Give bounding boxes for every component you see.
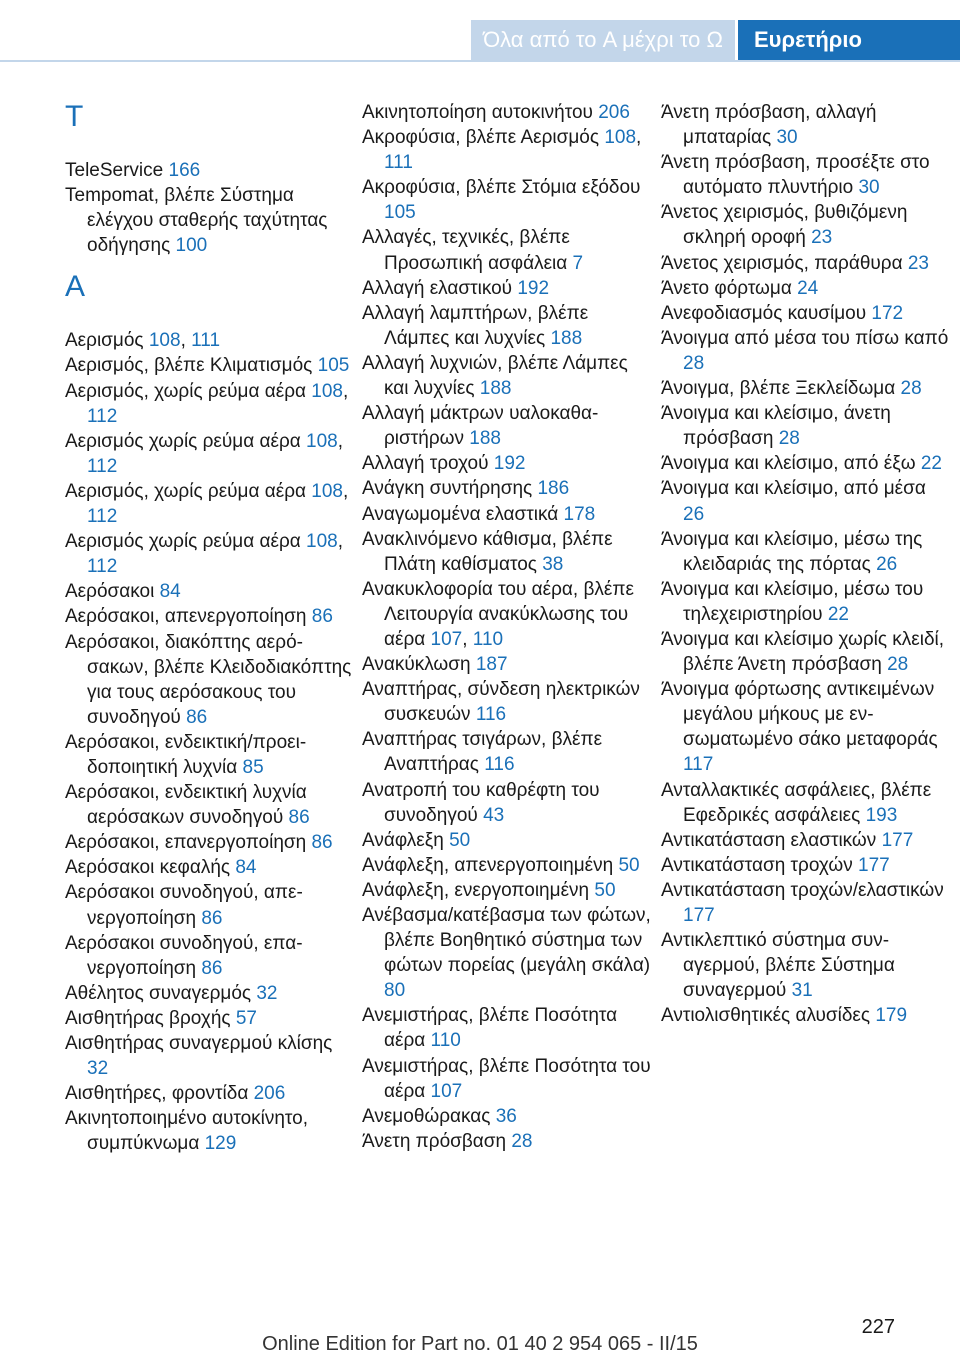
page-reference-link[interactable]: 187 bbox=[475, 654, 508, 676]
index-entry bbox=[362, 853, 652, 878]
page-ref-separator: , bbox=[337, 430, 344, 452]
index-entry bbox=[65, 1006, 355, 1031]
index-entry-term: Αναπτήρας τσιγάρων, βλέπε Αναπτήρας bbox=[362, 729, 603, 776]
index-entry bbox=[661, 401, 951, 451]
index-entry bbox=[65, 579, 355, 604]
index-entry bbox=[362, 301, 652, 351]
index-entry bbox=[661, 853, 951, 878]
page-reference-link[interactable]: 84 bbox=[159, 581, 181, 603]
index-entry bbox=[661, 828, 951, 853]
index-entry-term: Άνετος χειρισμός, βυθιζόμενη σκληρή οροφή bbox=[661, 202, 908, 249]
index-entry bbox=[65, 379, 355, 429]
index-entry bbox=[661, 878, 951, 928]
index-entry-term: Αερόσακοι bbox=[65, 581, 160, 603]
page-ref-separator: , bbox=[180, 330, 192, 352]
index-entry-term: Ακινητοποίηση αυτοκινήτου bbox=[362, 102, 599, 123]
page-reference-link[interactable]: 23 bbox=[811, 227, 833, 249]
page-ref-separator: , bbox=[462, 628, 473, 650]
index-entry-term: Αντικατάσταση ελαστικών bbox=[661, 829, 882, 851]
index-entry bbox=[362, 828, 652, 853]
page-reference-link[interactable]: 105 bbox=[317, 355, 350, 377]
header-index-tab[interactable]: Ευρετήριο bbox=[738, 20, 960, 60]
index-entry-term: Αλλαγή λυχνιών, βλέπε Λάμπες και λυχνίες bbox=[362, 352, 628, 400]
index-entry bbox=[362, 225, 652, 275]
index-entry-term: Αερόσακοι συνοδηγού, επανεργοποίηση bbox=[65, 932, 303, 979]
index-entry bbox=[362, 727, 652, 777]
index-entry-term: Ακροφύσια, βλέπε Στόμια εξόδου bbox=[362, 177, 641, 199]
page-reference-link[interactable]: 112 bbox=[87, 556, 118, 578]
header-section-tab[interactable]: Όλα από το A μέχρι το Ω bbox=[471, 20, 735, 60]
page-reference-link[interactable]: 26 bbox=[683, 503, 705, 525]
index-entry-term: Αλλαγές, τεχνικές, βλέπε Προσωπική ασφάλεια bbox=[362, 227, 573, 274]
page-header bbox=[0, 0, 960, 60]
page-reference-link[interactable]: 188 bbox=[479, 378, 512, 400]
index-entry-term: Ανεμιστήρας, βλέπε Ποσότητα αέρα bbox=[362, 1005, 618, 1052]
page-reference-link[interactable]: 23 bbox=[907, 252, 929, 274]
index-entry bbox=[362, 577, 652, 652]
index-entry-term: Ακροφύσια, βλέπε Αερισμός bbox=[362, 127, 605, 149]
index-entry bbox=[65, 855, 355, 880]
index-entry bbox=[65, 429, 355, 479]
index-entry bbox=[661, 251, 951, 276]
page-reference-link[interactable]: 108 bbox=[306, 531, 338, 553]
index-entry-term: Αερισμός, βλέπε Κλιματισμός bbox=[65, 355, 318, 377]
page-reference-link[interactable]: 28 bbox=[778, 428, 800, 450]
page-reference-link[interactable]: 86 bbox=[186, 706, 208, 728]
index-entry-term: Αλλαγή τροχού bbox=[362, 453, 494, 475]
header-divider bbox=[0, 60, 960, 62]
index-entry bbox=[362, 778, 652, 828]
index-entry-term: Άνοιγμα και κλείσιμο, μέσω της κλειδαριάς της πόρτας bbox=[661, 528, 923, 575]
index-entry-term: Άνετο φόρτωμα bbox=[661, 277, 798, 299]
index-entry bbox=[661, 476, 951, 526]
index-entry-term: Tempomat, βλέπε Σύστημα ελέγχου σταθερής ταχύτητας οδήγησης bbox=[65, 185, 328, 257]
index-entry bbox=[661, 451, 951, 476]
index-entry bbox=[65, 630, 355, 730]
index-entry bbox=[362, 527, 652, 577]
index-entry bbox=[362, 476, 652, 501]
index-letter-heading: T bbox=[65, 100, 84, 133]
index-entry-term: Ανεφοδιασμός καυσίμου bbox=[661, 302, 872, 324]
page-reference-link[interactable]: 129 bbox=[204, 1133, 237, 1155]
index-entry-term: Αερισμός bbox=[65, 330, 149, 352]
index-entry-term: Ανταλλακτικές ασφάλειες, βλέπε Εφεδρικές ασφάλειες bbox=[661, 779, 932, 826]
index-entry bbox=[661, 778, 951, 828]
index-column-2 bbox=[362, 100, 652, 1154]
page-reference-link[interactable]: 32 bbox=[87, 1058, 109, 1080]
index-entry bbox=[661, 376, 951, 401]
index-entry bbox=[362, 175, 652, 225]
index-letter-heading: A bbox=[65, 270, 86, 304]
page-reference-link[interactable]: 7 bbox=[572, 252, 584, 274]
index-entry bbox=[362, 878, 652, 903]
page-reference-link[interactable]: 50 bbox=[449, 829, 471, 851]
index-entry-term: Αερόσακοι, ενδεικτική λυχνία αερόσακων συνοδηγού bbox=[65, 782, 307, 829]
index-entry-term: Άνετη πρόσβαση, προσέξτε στο αυτόματο πλυντήριο bbox=[661, 152, 930, 199]
page-reference-link[interactable]: 57 bbox=[235, 1007, 257, 1029]
page-reference-link[interactable]: 177 bbox=[881, 829, 914, 851]
index-entry bbox=[362, 1003, 652, 1053]
index-entry bbox=[65, 730, 355, 780]
index-entry bbox=[362, 1054, 652, 1104]
index-entry-term: Ανακυκλοφορία του αέρα, βλέπε Λειτουργία ανακύκλωσης του αέρα bbox=[362, 578, 634, 650]
index-entry bbox=[362, 451, 652, 476]
index-entry-term: Άνοιγμα, βλέπε Ξεκλείδωμα bbox=[661, 378, 901, 400]
page-reference-link[interactable]: 206 bbox=[598, 102, 630, 123]
index-entry-term: Άνοιγμα και κλείσιμο, άνετη πρόσβαση bbox=[661, 403, 891, 450]
page-reference-link[interactable]: 100 bbox=[175, 235, 208, 257]
index-entry-term: Αερόσακοι, ενδεικτική/προειδοποιητική λυχνία bbox=[65, 731, 307, 778]
index-entry-term: Αερόσακοι, επανεργοποίηση bbox=[65, 832, 312, 854]
index-entry bbox=[65, 158, 355, 183]
page-reference-link[interactable]: 108 bbox=[311, 380, 343, 402]
index-entry-term: Αισθητήρες, φροντίδα bbox=[65, 1083, 254, 1105]
page-reference-link[interactable]: 108 bbox=[306, 430, 338, 452]
index-entry bbox=[661, 928, 951, 1003]
page-reference-link[interactable]: 111 bbox=[191, 330, 221, 352]
index-entry bbox=[65, 1031, 355, 1081]
index-entry bbox=[65, 1106, 355, 1156]
index-entry bbox=[661, 200, 951, 250]
index-entry bbox=[65, 931, 355, 981]
index-column-1 bbox=[65, 100, 355, 1156]
page-reference-link[interactable]: 108 bbox=[311, 480, 343, 502]
page-reference-link[interactable]: 84 bbox=[235, 857, 257, 879]
page-reference-link[interactable]: 28 bbox=[887, 654, 909, 676]
page-reference-link[interactable]: 80 bbox=[384, 980, 406, 1002]
page-reference-link[interactable]: 86 bbox=[311, 832, 333, 854]
index-entry-term: Άνοιγμα και κλείσιμο, από έξω bbox=[661, 453, 921, 475]
page-reference-link[interactable]: 179 bbox=[875, 1005, 908, 1027]
page-ref-separator: , bbox=[343, 480, 349, 502]
index-entry-term: Ανακλινόμενο κάθισμα, βλέπε Πλάτη καθίσματος bbox=[362, 528, 613, 575]
page-reference-link[interactable]: 43 bbox=[483, 804, 505, 826]
index-entry bbox=[65, 981, 355, 1006]
page-reference-link[interactable]: 28 bbox=[900, 378, 922, 400]
index-entry-term: Ανάφλεξη, ενεργοποιημένη bbox=[362, 879, 595, 901]
page-reference-link[interactable]: 166 bbox=[168, 160, 201, 181]
page-reference-link[interactable]: 86 bbox=[311, 606, 333, 628]
index-entry bbox=[661, 301, 951, 326]
page-reference-link[interactable]: 116 bbox=[475, 704, 507, 726]
index-entry-term: Αερισμός χωρίς ρεύμα αέρα bbox=[65, 430, 307, 452]
page-reference-link[interactable]: 108 bbox=[148, 330, 181, 352]
index-entry-term: Αερισμός χωρίς ρεύμα αέρα bbox=[65, 531, 307, 553]
index-entry-term: Αερόσακοι, απενεργοποίηση bbox=[65, 606, 312, 628]
index-entry bbox=[362, 100, 652, 125]
index-entry-term: Άνοιγμα και κλείσιμο, μέσω του τηλεχειριστηρίου bbox=[661, 578, 924, 625]
index-entry-term: Αντικατάσταση τροχών/ελαστικών bbox=[661, 879, 944, 901]
index-entry bbox=[661, 276, 951, 301]
index-entry-term: Αερόσακοι, διακόπτης αερόσακων, βλέπε Κλειδοδιακόπτης για τους αερόσακους του συνοδηγού bbox=[65, 631, 352, 728]
page-reference-link[interactable]: 186 bbox=[537, 478, 570, 500]
index-entry-term: Άνοιγμα και κλείσιμο χωρίς κλειδί, βλέπε Άνετη πρόσβαση bbox=[661, 628, 945, 676]
page-reference-link[interactable]: 86 bbox=[288, 807, 310, 829]
page-ref-separator: , bbox=[337, 531, 344, 553]
index-entry-term: Ανάφλεξη, απενεργοποιημένη bbox=[362, 854, 619, 876]
page-reference-link[interactable]: 112 bbox=[87, 506, 118, 528]
page-reference-link[interactable]: 28 bbox=[511, 1130, 533, 1152]
index-entry bbox=[362, 652, 652, 677]
page-reference-link[interactable]: 188 bbox=[550, 327, 583, 349]
index-entry bbox=[362, 401, 652, 451]
index-entry bbox=[65, 830, 355, 855]
index-entry-term: Αλλαγή μάκτρων υαλοκαθαριστήρων bbox=[362, 403, 599, 450]
index-entry-term: Ανάγκη συντήρησης bbox=[362, 478, 538, 500]
page-reference-link[interactable]: 172 bbox=[871, 302, 904, 324]
page-reference-link[interactable]: 31 bbox=[791, 980, 813, 1002]
page-reference-link[interactable]: 192 bbox=[493, 453, 526, 475]
index-entry-term: Αισθητήρας συναγερμού κλίσης bbox=[65, 1033, 333, 1054]
index-entry bbox=[362, 125, 652, 175]
index-entry-term: Ανεμιστήρας, βλέπε Ποσότητα του αέρα bbox=[362, 1055, 651, 1102]
page-number: 227 bbox=[861, 1316, 895, 1338]
page-ref-separator: , bbox=[636, 127, 642, 149]
page-reference-link[interactable]: 28 bbox=[683, 352, 705, 374]
page-reference-link[interactable]: 22 bbox=[920, 453, 942, 475]
index-entry bbox=[661, 677, 951, 777]
page-reference-link[interactable]: 36 bbox=[495, 1105, 517, 1127]
index-entry bbox=[65, 183, 355, 258]
index-entry bbox=[65, 880, 355, 930]
page-reference-link[interactable]: 193 bbox=[865, 804, 898, 826]
page-reference-link[interactable]: 105 bbox=[384, 202, 416, 224]
index-entry-term: Αλλαγή ελαστικού bbox=[362, 277, 518, 299]
page-ref-separator: , bbox=[343, 380, 349, 402]
page-reference-link[interactable]: 26 bbox=[876, 553, 898, 575]
index-entry-term: Αναπτήρας, σύνδεση ηλεκτρικών συσκευών bbox=[362, 679, 640, 726]
index-entry-term: Αερισμός, χωρίς ρεύμα αέρα bbox=[65, 380, 312, 402]
index-entry-term: Άνετος χειρισμός, παράθυρα bbox=[661, 252, 908, 274]
index-entry bbox=[661, 326, 951, 376]
index-entry-term: Αντικατάσταση τροχών bbox=[661, 854, 858, 876]
page-reference-link[interactable]: 86 bbox=[201, 957, 223, 979]
page-reference-link[interactable]: 86 bbox=[201, 907, 223, 929]
page-reference-link[interactable]: 111 bbox=[384, 152, 413, 174]
page-reference-link[interactable]: 24 bbox=[797, 277, 819, 299]
index-entry bbox=[661, 527, 951, 577]
index-entry bbox=[65, 328, 355, 353]
index-entry bbox=[661, 577, 951, 627]
index-entry bbox=[65, 780, 355, 830]
index-entry bbox=[362, 677, 652, 727]
index-entry-term: Αντικλεπτικό σύστημα συναγερμού, βλέπε Σύστημα συναγερμού bbox=[661, 930, 895, 1002]
page-reference-link[interactable]: 22 bbox=[827, 603, 849, 625]
page-reference-link[interactable]: 112 bbox=[87, 455, 118, 477]
page-reference-link[interactable]: 112 bbox=[87, 405, 118, 427]
index-entry bbox=[65, 353, 355, 378]
index-entry-term: Αερόσακοι κεφαλής bbox=[65, 857, 236, 879]
page-reference-link[interactable]: 85 bbox=[242, 756, 264, 778]
index-entry-term: Ανατροπή του καθρέφτη του συνοδηγού bbox=[362, 779, 600, 826]
page-reference-link[interactable]: 30 bbox=[776, 127, 798, 149]
index-entry-term: Άνετη πρόσβαση, αλλαγή μπαταρίας bbox=[661, 102, 877, 149]
page-reference-link[interactable]: 206 bbox=[253, 1083, 286, 1105]
page-reference-link[interactable]: 177 bbox=[858, 854, 890, 876]
index-entry-term: Άνοιγμα από μέσα του πίσω καπό bbox=[661, 327, 949, 349]
page-reference-link[interactable]: 110 bbox=[430, 1030, 461, 1052]
index-entry-term: Ανέβασμα/κατέβασμα των φώτων, βλέπε Βοηθητικό σύστημα των φώτων πορείας (μεγάλη σκάλα) bbox=[362, 905, 651, 977]
page-reference-link[interactable]: 38 bbox=[542, 553, 564, 575]
index-entry bbox=[362, 1129, 652, 1154]
page-reference-link[interactable]: 50 bbox=[594, 879, 616, 901]
page-reference-link[interactable]: 192 bbox=[517, 277, 550, 299]
index-entry bbox=[362, 903, 652, 1003]
index-entry-term: Αναγωμομένα ελαστικά bbox=[362, 503, 564, 525]
page-reference-link[interactable]: 116 bbox=[484, 754, 515, 776]
page-reference-link[interactable]: 178 bbox=[563, 503, 596, 525]
index-entry bbox=[661, 150, 951, 200]
index-entry-term: Αισθητήρας βροχής bbox=[65, 1007, 236, 1029]
index-entry bbox=[661, 627, 951, 677]
index-entry-term: Άνοιγμα φόρτωσης αντικειμένων μεγάλου μήκους με ενσωματωμένο σάκο μεταφοράς bbox=[661, 679, 938, 751]
index-entry-term: Ανακύκλωση bbox=[362, 654, 476, 676]
index-entry bbox=[362, 1104, 652, 1129]
page-reference-link[interactable]: 30 bbox=[858, 177, 880, 199]
page-reference-link[interactable]: 117 bbox=[683, 754, 714, 776]
index-entry bbox=[362, 351, 652, 401]
footer-edition: Online Edition for Part no. 01 40 2 954 065 - II/15 bbox=[262, 1333, 698, 1355]
index-column-3 bbox=[661, 100, 951, 1028]
index-entry-term: TeleService bbox=[65, 160, 169, 181]
index-entry bbox=[65, 529, 355, 579]
index-entry bbox=[362, 502, 652, 527]
index-entry-term: Αερόσακοι συνοδηγού, απενεργοποίηση bbox=[65, 882, 303, 929]
index-entry-term: Αερισμός, χωρίς ρεύμα αέρα bbox=[65, 480, 312, 502]
index-entry bbox=[362, 276, 652, 301]
index-entry-term: Ανάφλεξη bbox=[362, 829, 450, 851]
page-reference-link[interactable]: 110 bbox=[472, 628, 504, 650]
index-entry-term: Αντιολισθητικές αλυσίδες bbox=[661, 1005, 876, 1027]
page-reference-link[interactable]: 50 bbox=[618, 854, 640, 876]
index-entry-term: Άνοιγμα και κλείσιμο, από μέσα bbox=[661, 478, 926, 500]
index-entry bbox=[65, 604, 355, 629]
page-reference-link[interactable]: 107 bbox=[430, 628, 463, 650]
index-entry bbox=[65, 479, 355, 529]
index-entry bbox=[661, 1003, 951, 1028]
index-entry bbox=[661, 100, 951, 150]
page-reference-link[interactable]: 108 bbox=[604, 127, 637, 149]
page-reference-link[interactable]: 107 bbox=[430, 1080, 463, 1102]
index-entry-term: Ανεμοθώρακας bbox=[362, 1105, 496, 1127]
page-reference-link[interactable]: 188 bbox=[469, 428, 501, 450]
index-entry-term: Αλλαγή λαμπτήρων, βλέπε Λάμπες και λυχνίες bbox=[362, 302, 589, 349]
page-reference-link[interactable]: 177 bbox=[683, 905, 715, 926]
index-entry-term: Ακινητοποιημένο αυτοκίνητο, συμπύκνωμα bbox=[65, 1108, 309, 1155]
page-reference-link[interactable]: 32 bbox=[256, 982, 278, 1004]
index-entry-term: Αθέλητος συναγερμός bbox=[65, 982, 257, 1004]
index-entry-term: Άνετη πρόσβαση bbox=[362, 1130, 512, 1152]
index-entry bbox=[65, 1081, 355, 1106]
